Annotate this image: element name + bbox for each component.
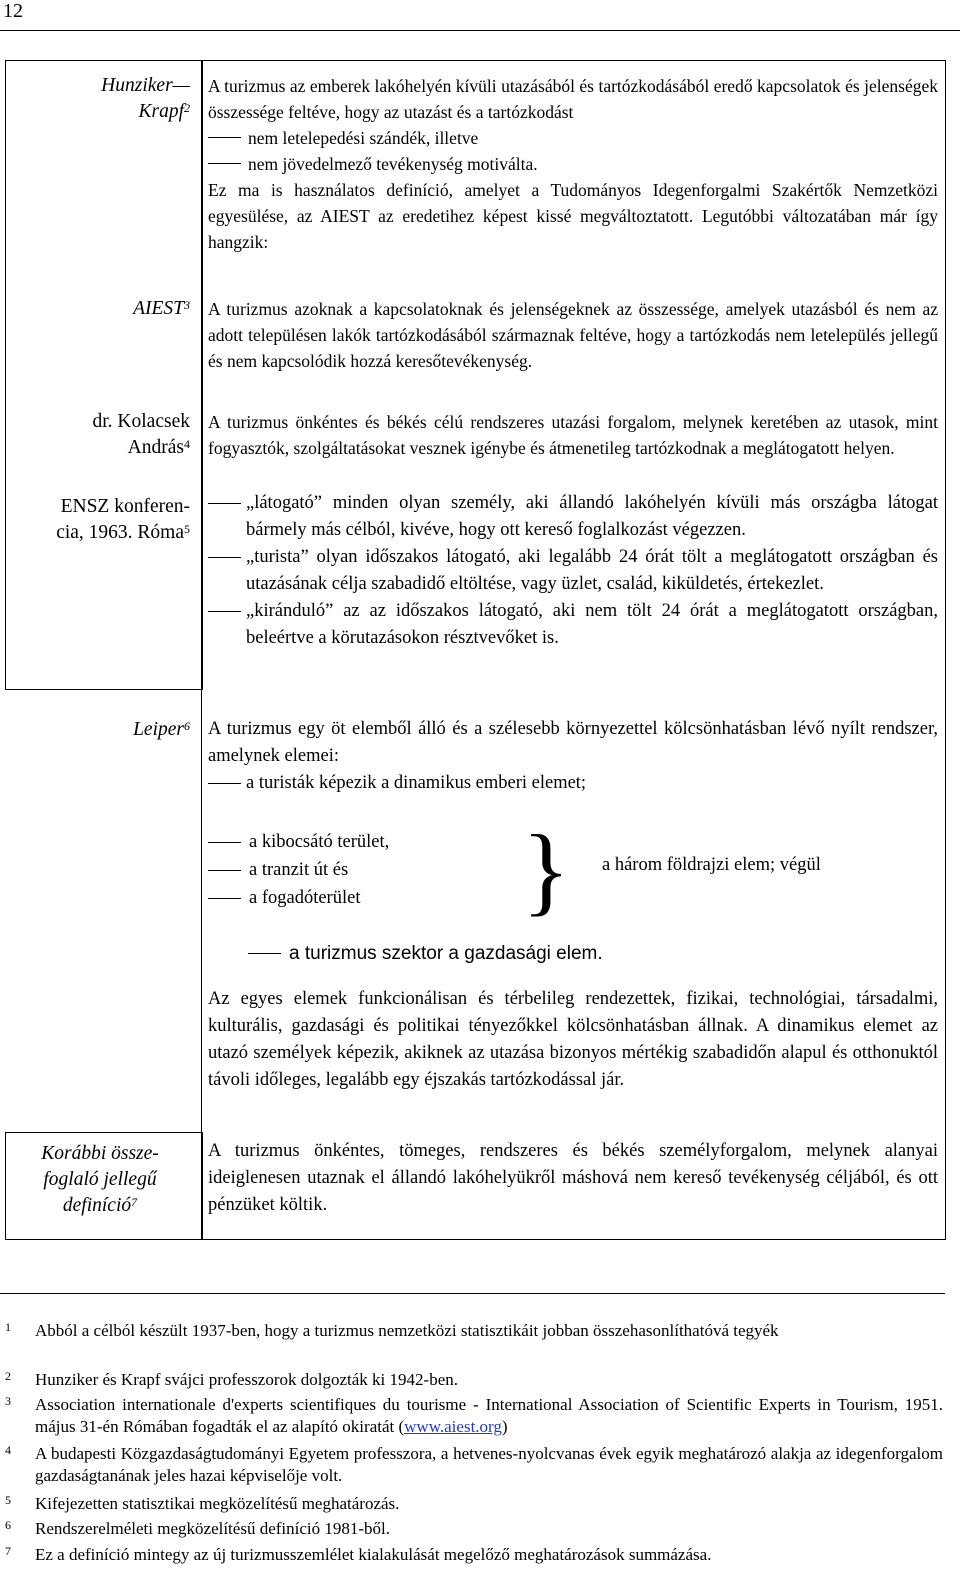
leiper-geo-2: a tranzit út és — [208, 857, 348, 883]
hunziker-definition: A turizmus az emberek lakóhelyén kívüli utazásából és tartózkodásából eredő kapcsolatok és jelenségek összessége feltéve, hogy az utazást és a tartózkodást nem letelepedési szándék, illetve nem jövedelmező tevékenység motiválta. Ez ma is használatos definíció, amelyet a Tudományos Idegenforgalmi Szakértők Nemzetközi egyesülése, az AIEST az eredetihez képest kissé megváltoztatott. Legutóbbi változatában már így hangzik: — [208, 76, 938, 252]
term-ensz: ENSZ konferen- cia, 1963. Róma$^5$ — [56, 496, 190, 543]
leiper-paragraph: Az egyes elemek funkcionálisan és térbelileg rendezettek, fizikai, technológiai, társadalmi, kulturális, gazdasági és politikai tényezőkkel kölcsönhatásban állnak. A dinamikus elemet az utazó személyek képezik, akiknek az utazása bizonyos mértékig szabadidőn alapul és otthonuktól távoli időleges, legalább egy éjszakás tartózkodással jár. — [208, 989, 938, 1090]
ensz-item-turista: „turista” olyan időszakos látogató, aki legalább 24 órát tölt a meglátogatott országban és utazásának célja szabadidő eltöltése, vagy üzlet, család, kiküldetés, értekezlet. — [208, 544, 938, 598]
term-leiper: Leiper$^6$ — [133, 719, 190, 740]
page-number: 12 — [3, 0, 23, 22]
leiper-geo-3: a fogadóterület — [208, 885, 360, 911]
header-rule — [0, 30, 960, 31]
term-hunziker: Hunziker— Krapf$^2$ — [101, 75, 190, 122]
aiest-link[interactable]: www.aiest.org — [404, 1417, 502, 1436]
leiper-geo-1: a kibocsátó terület, — [208, 829, 389, 855]
leiper-intro: A turizmus egy öt elemből álló és a szélesebb környezettel kölcsönhatásban lévő nyílt rendszer, amelynek elemei: a turisták képezik a dinamikus emberi elemet; — [208, 719, 938, 793]
left-column-frame — [5, 60, 203, 690]
korabbi-definition: A turizmus önkéntes, tömeges, rendszeres és békés személyforgalom, melynek alanyai ideiglenesen utaznak el állandó lakóhelyükről máshová nem kereső tevékenység céljából, és ott pénzüket költik. — [208, 1141, 938, 1215]
ensz-item-kirandulo: „kiránduló” az az időszakos látogató, aki nem tölt 24 órát a meglátogatott országban, beleértve a körutazásokon résztvevőket is. — [208, 598, 938, 652]
term-kolacsek: dr. Kolacsek András$^4$ — [92, 411, 190, 458]
ensz-item-latogato: „látogató” minden olyan személy, aki állandó lakóhelyén kívüli más országba látogat bármely más célból, kivéve, hogy ott kereső foglalkozást végezzen. — [208, 490, 938, 544]
leiper-sector: a turizmus szektor a gazdasági elem. — [248, 943, 603, 965]
geo-label: a három földrajzi elem; végül — [602, 855, 821, 875]
term-aiest: AIEST$^3$ — [133, 298, 190, 319]
curly-brace: } — [522, 814, 570, 925]
ensz-definitions — [208, 490, 938, 652]
aiest-definition: A turizmus azoknak a kapcsolatoknak és jelenségeknek az összessége, amelyek utazásból és nem az adott településen lakók tartózkodásából származnak feltéve, hogy a tartózkodás nem letelepülés jellegű és nem kapcsolódik hozzá keresőtevékenység. — [208, 299, 938, 371]
footnote-rule — [0, 1293, 945, 1294]
term-korabbi: Korábbi össze- foglaló jellegű definíció$^7$ — [41, 1143, 159, 1216]
kolacsek-definition: A turizmus önkéntes és békés célú rendszeres utazási forgalom, melynek keretében az utasok, mint fogyasztók, szolgáltatásokat vesznek igénybe és átmenetileg tartózkodnak a meglátogatott helyen. — [208, 412, 938, 458]
